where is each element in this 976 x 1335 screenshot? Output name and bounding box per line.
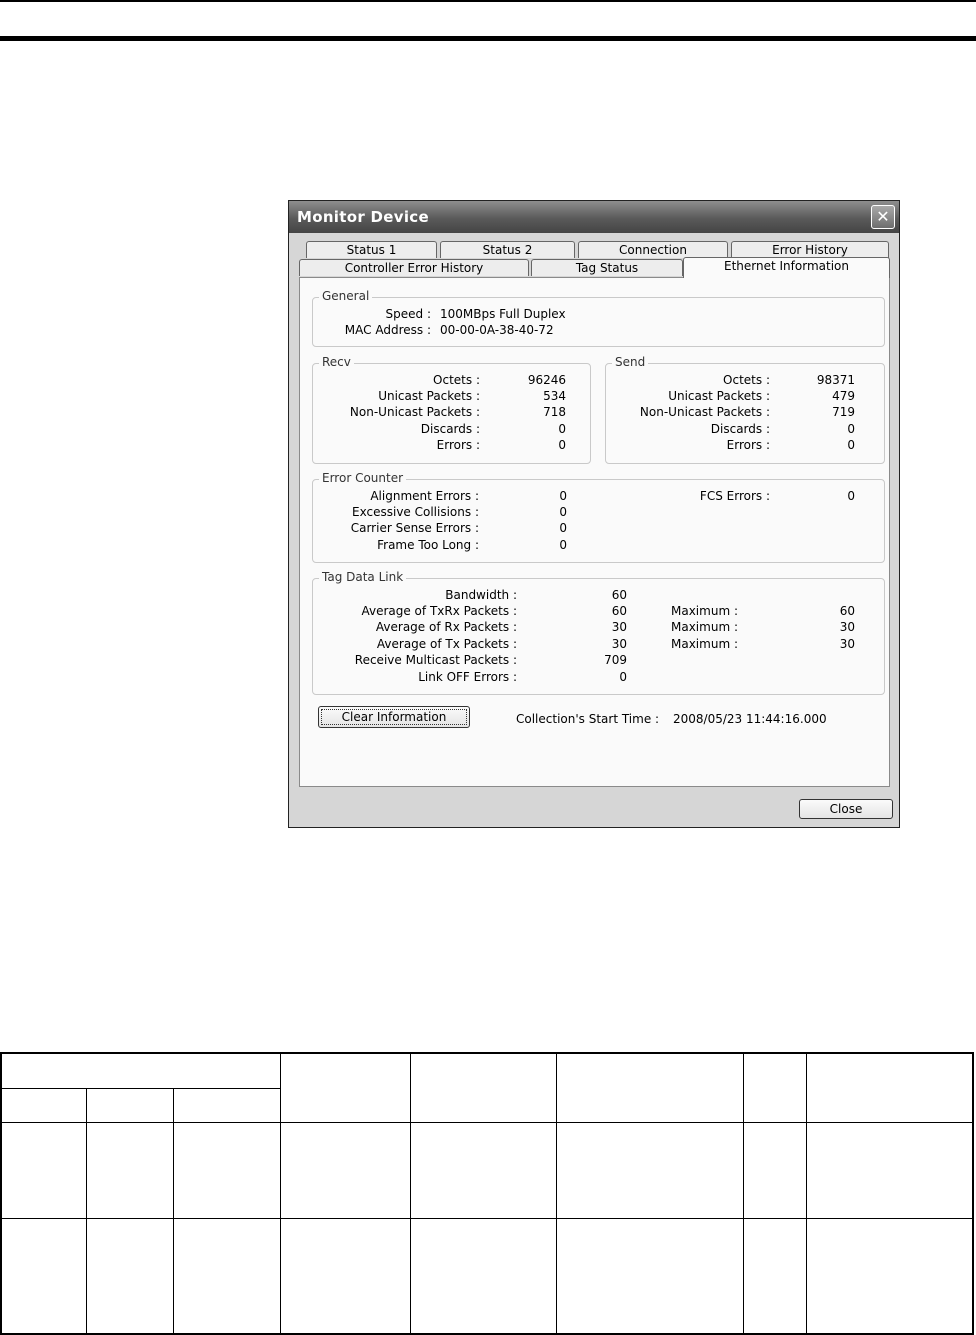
speed-value: 100MBps Full Duplex	[440, 307, 566, 321]
avg-rx-label: Average of Rx Packets :	[375, 620, 517, 634]
carrier-sense-errors-label: Carrier Sense Errors :	[350, 521, 479, 535]
recv-octets-value: 96246	[527, 373, 566, 387]
tag-data-link-group	[312, 570, 885, 695]
send-discards-value: 0	[847, 422, 855, 436]
table-col-line	[806, 1054, 807, 1333]
avg-tx-max-label: Maximum :	[671, 637, 738, 651]
send-octets-label: Octets :	[723, 373, 770, 387]
send-unicast-value: 479	[832, 389, 855, 403]
tab-error-history[interactable]: Error History	[731, 241, 889, 258]
table-header-line	[2, 1122, 972, 1123]
alignment-errors-label: Alignment Errors :	[370, 489, 479, 503]
link-off-errors-value: 0	[619, 670, 627, 684]
avg-txrx-max-label: Maximum :	[671, 604, 738, 618]
monitor-device-dialog	[288, 200, 900, 828]
ethernet-info-panel	[299, 277, 890, 787]
receive-multicast-value: 709	[604, 653, 627, 667]
avg-rx-max-value: 30	[839, 620, 855, 634]
avg-tx-value: 30	[611, 637, 627, 651]
close-icon[interactable]: ✕	[871, 205, 895, 229]
speed-label: Speed :	[385, 307, 431, 321]
clear-information-button[interactable]: Clear Information	[318, 706, 470, 728]
send-non-unicast-label: Non-Unicast Packets :	[639, 405, 770, 419]
send-octets-value: 98371	[816, 373, 855, 387]
table-row-line	[2, 1218, 972, 1219]
avg-tx-label: Average of Tx Packets :	[376, 637, 517, 651]
frame-too-long-label: Frame Too Long :	[377, 538, 479, 552]
top-rule	[0, 0, 976, 2]
frame-too-long-value: 0	[559, 538, 567, 552]
table-col-line	[280, 1054, 281, 1333]
recv-group	[312, 355, 591, 464]
tab-ethernet-information[interactable]: Ethernet Information	[683, 257, 890, 278]
avg-rx-value: 30	[611, 620, 627, 634]
avg-rx-max-label: Maximum :	[671, 620, 738, 634]
fcs-errors-value: 0	[847, 489, 855, 503]
header-rule	[0, 36, 976, 41]
alignment-errors-value: 0	[559, 489, 567, 503]
start-time-label: Collection's Start Time :	[516, 712, 660, 726]
send-errors-label: Errors :	[726, 438, 770, 452]
table-col-line	[86, 1088, 87, 1333]
send-non-unicast-value: 719	[832, 405, 855, 419]
tab-connection[interactable]: Connection	[578, 241, 728, 258]
title-bar[interactable]	[289, 201, 899, 233]
bottom-table	[0, 1052, 974, 1335]
recv-errors-label: Errors :	[436, 438, 480, 452]
send-errors-value: 0	[847, 438, 855, 452]
tag-data-link-group-title: Tag Data Link	[319, 570, 406, 584]
send-discards-label: Discards :	[710, 422, 770, 436]
recv-octets-label: Octets :	[433, 373, 480, 387]
mac-address-label: MAC Address :	[344, 323, 431, 337]
general-group	[312, 289, 885, 347]
recv-non-unicast-value: 718	[543, 405, 566, 419]
table-col-line	[410, 1054, 411, 1333]
link-off-errors-label: Link OFF Errors :	[418, 670, 517, 684]
excessive-collisions-label: Excessive Collisions :	[352, 505, 479, 519]
excessive-collisions-value: 0	[559, 505, 567, 519]
avg-tx-max-value: 30	[839, 637, 855, 651]
recv-unicast-value: 534	[543, 389, 566, 403]
bandwidth-value: 60	[611, 588, 627, 602]
send-group	[605, 355, 885, 464]
recv-unicast-label: Unicast Packets :	[378, 389, 480, 403]
table-subheader-line	[2, 1088, 280, 1089]
recv-non-unicast-label: Non-Unicast Packets :	[349, 405, 480, 419]
tab-tag-status[interactable]: Tag Status	[531, 259, 683, 276]
avg-txrx-value: 60	[611, 604, 627, 618]
error-counter-group	[312, 471, 885, 563]
dialog-title: Monitor Device	[297, 208, 429, 226]
carrier-sense-errors-value: 0	[559, 521, 567, 535]
table-col-line	[173, 1088, 174, 1333]
receive-multicast-label: Receive Multicast Packets :	[354, 653, 517, 667]
tab-status-2[interactable]: Status 2	[440, 241, 575, 258]
send-unicast-label: Unicast Packets :	[668, 389, 770, 403]
tab-status-1[interactable]: Status 1	[306, 241, 437, 258]
table-col-line	[556, 1054, 557, 1333]
send-group-title: Send	[612, 355, 648, 369]
table-col-line	[743, 1054, 744, 1333]
general-group-title: General	[319, 289, 372, 303]
recv-discards-label: Discards :	[420, 422, 480, 436]
tab-controller-error-history[interactable]: Controller Error History	[299, 259, 529, 276]
fcs-errors-label: FCS Errors :	[699, 489, 770, 503]
recv-group-title: Recv	[319, 355, 354, 369]
recv-errors-value: 0	[558, 438, 566, 452]
recv-discards-value: 0	[558, 422, 566, 436]
avg-txrx-max-value: 60	[839, 604, 855, 618]
mac-address-value: 00-00-0A-38-40-72	[440, 323, 554, 337]
close-button[interactable]: Close	[799, 799, 893, 819]
start-time-value: 2008/05/23 11:44:16.000	[673, 712, 827, 726]
error-counter-group-title: Error Counter	[319, 471, 406, 485]
bandwidth-label: Bandwidth :	[445, 588, 517, 602]
avg-txrx-label: Average of TxRx Packets :	[361, 604, 517, 618]
